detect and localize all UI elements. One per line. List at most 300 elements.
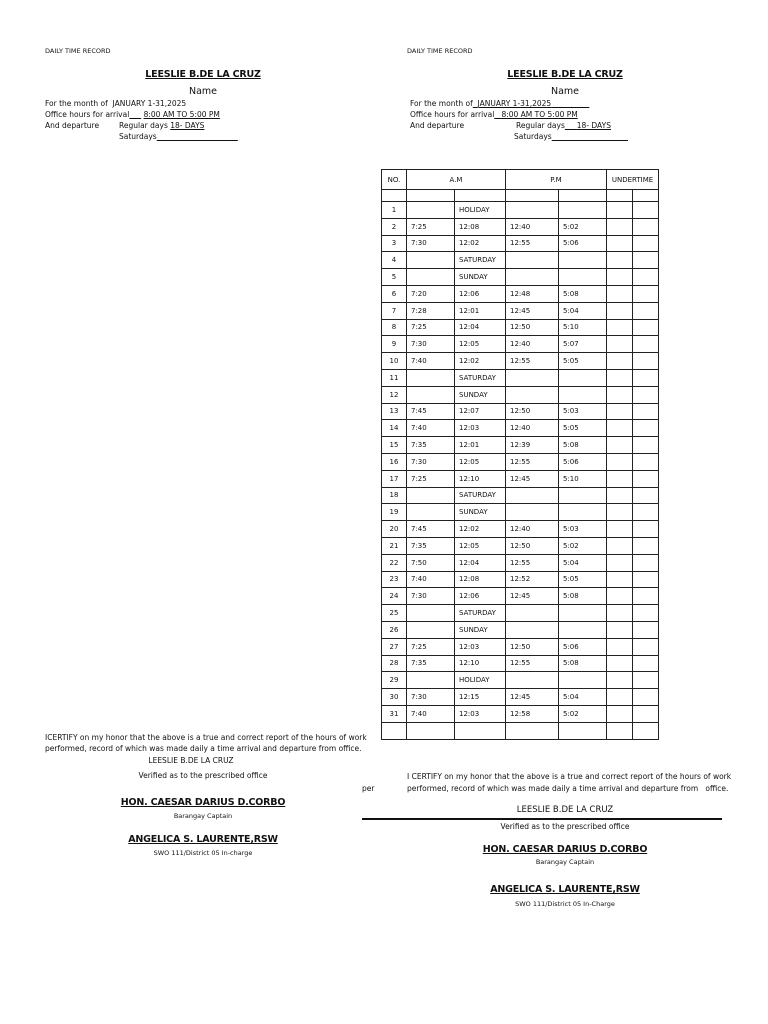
pm-departure-cell: 5:05 xyxy=(559,571,607,588)
right-name-label: Name xyxy=(550,86,580,97)
right-official1-title: Barangay Captain xyxy=(535,858,595,866)
header-am: A.M xyxy=(407,170,506,190)
right-saturdays-label: Saturdays xyxy=(514,132,552,141)
day-number-cell: 5 xyxy=(382,269,407,286)
pm-departure-cell xyxy=(559,386,607,403)
blank-cell xyxy=(559,722,607,739)
table-row xyxy=(382,386,659,403)
am-departure-cell: HOLIDAY xyxy=(455,202,506,219)
pm-arrival-cell xyxy=(506,672,559,689)
am-arrival-cell: 7:25 xyxy=(407,638,455,655)
right-official1-name: HON. CAESAR DARIUS D.CORBO xyxy=(482,844,648,855)
am-arrival-cell: 7:45 xyxy=(407,403,455,420)
left-official1-name: HON. CAESAR DARIUS D.CORBO xyxy=(120,797,286,808)
pm-arrival-cell: 12:40 xyxy=(506,336,559,353)
pm-arrival-cell: 12:40 xyxy=(506,420,559,437)
undertime-hours-cell xyxy=(607,420,633,437)
undertime-minutes-cell xyxy=(633,588,659,605)
undertime-hours-cell xyxy=(607,235,633,252)
left-month-label: For the month of xyxy=(45,99,108,108)
am-departure-cell: SUNDAY xyxy=(455,504,506,521)
undertime-minutes-cell xyxy=(633,386,659,403)
undertime-hours-cell xyxy=(607,537,633,554)
am-arrival-cell xyxy=(407,672,455,689)
day-number-cell: 24 xyxy=(382,588,407,605)
table-row xyxy=(382,537,659,554)
blank-cell xyxy=(455,722,506,739)
am-arrival-cell: 7:30 xyxy=(407,588,455,605)
day-number-cell: 16 xyxy=(382,453,407,470)
left-dtr-header: DAILY TIME RECORD xyxy=(45,47,111,55)
left-regular-days-line xyxy=(119,121,204,130)
table-row xyxy=(382,420,659,437)
pm-departure-cell: 5:08 xyxy=(559,285,607,302)
pm-departure-cell: 5:02 xyxy=(559,218,607,235)
pm-departure-cell: 5:06 xyxy=(559,235,607,252)
left-certify-line-2: performed, record of which was made daily a time arrival and departure from office. xyxy=(45,744,362,753)
am-departure-cell: 12:05 xyxy=(455,537,506,554)
right-certify-name: LEESLIE B.DE LA CRUZ xyxy=(516,805,614,815)
undertime-hours-cell xyxy=(607,487,633,504)
pm-arrival-cell xyxy=(506,202,559,219)
day-number-cell: 10 xyxy=(382,353,407,370)
pm-arrival-cell: 12:55 xyxy=(506,353,559,370)
header-no: NO. xyxy=(382,170,407,190)
pm-departure-cell xyxy=(559,621,607,638)
right-certify-line-2-end: office. xyxy=(705,784,729,793)
blank-cell xyxy=(607,722,633,739)
day-number-cell: 31 xyxy=(382,705,407,722)
right-month-line xyxy=(410,99,589,108)
pm-departure-cell: 5:04 xyxy=(559,302,607,319)
day-number-cell: 20 xyxy=(382,521,407,538)
am-departure-cell: 12:05 xyxy=(455,453,506,470)
table-row xyxy=(382,504,659,521)
am-departure-cell: SUNDAY xyxy=(455,386,506,403)
am-arrival-cell: 7:20 xyxy=(407,285,455,302)
table-blank-row xyxy=(382,722,659,739)
pm-arrival-cell: 12:39 xyxy=(506,437,559,454)
right-month-label: For the month of xyxy=(410,99,473,108)
pm-departure-cell xyxy=(559,369,607,386)
day-number-cell: 9 xyxy=(382,336,407,353)
am-arrival-cell: 7:35 xyxy=(407,437,455,454)
undertime-minutes-cell xyxy=(633,285,659,302)
table-row xyxy=(382,453,659,470)
am-departure-cell: 12:15 xyxy=(455,689,506,706)
right-office-hours-line xyxy=(410,110,578,119)
undertime-minutes-cell xyxy=(633,269,659,286)
undertime-hours-cell xyxy=(607,336,633,353)
right-certify-line-1: I CERTIFY on my honor that the above is a true and correct report of the hours of work xyxy=(407,772,732,781)
day-number-cell: 4 xyxy=(382,252,407,269)
am-departure-cell: SATURDAY xyxy=(455,487,506,504)
pm-departure-cell: 5:03 xyxy=(559,403,607,420)
right-regular-days-label: Regular days xyxy=(516,121,565,130)
am-departure-cell: 12:02 xyxy=(455,235,506,252)
am-departure-cell: SATURDAY xyxy=(455,605,506,622)
pm-arrival-cell: 12:45 xyxy=(506,588,559,605)
left-office-hours-label: Office hours for arrival xyxy=(45,110,130,119)
blank-cell xyxy=(382,722,407,739)
undertime-hours-cell xyxy=(607,403,633,420)
am-departure-cell: 12:03 xyxy=(455,638,506,655)
pm-departure-cell: 5:08 xyxy=(559,655,607,672)
right-regular-days-line xyxy=(516,121,611,130)
am-arrival-cell xyxy=(407,487,455,504)
pm-departure-cell: 5:05 xyxy=(559,420,607,437)
am-arrival-cell: 7:30 xyxy=(407,689,455,706)
right-saturdays-line xyxy=(514,132,628,141)
day-number-cell: 26 xyxy=(382,621,407,638)
right-office-hours-value: 8:00 AM TO 5:00 PM xyxy=(501,110,578,119)
left-official1-title: Barangay Captain xyxy=(173,812,233,820)
table-row xyxy=(382,605,659,622)
undertime-hours-cell xyxy=(607,470,633,487)
am-departure-cell: 12:02 xyxy=(455,353,506,370)
table-row xyxy=(382,269,659,286)
pm-arrival-cell: 12:55 xyxy=(506,655,559,672)
pm-departure-cell xyxy=(559,504,607,521)
am-departure-cell: 12:03 xyxy=(455,705,506,722)
table-row xyxy=(382,638,659,655)
undertime-minutes-cell xyxy=(633,655,659,672)
am-arrival-cell: 7:25 xyxy=(407,319,455,336)
undertime-hours-cell xyxy=(607,285,633,302)
am-arrival-cell: 7:40 xyxy=(407,571,455,588)
pm-arrival-cell xyxy=(506,504,559,521)
undertime-hours-cell xyxy=(607,504,633,521)
header-pm: P.M xyxy=(506,170,607,190)
day-number-cell: 13 xyxy=(382,403,407,420)
day-number-cell: 2 xyxy=(382,218,407,235)
undertime-minutes-cell xyxy=(633,336,659,353)
pm-departure-cell: 5:06 xyxy=(559,638,607,655)
undertime-hours-cell xyxy=(607,369,633,386)
am-arrival-cell: 7:35 xyxy=(407,537,455,554)
time-record-table xyxy=(381,169,659,740)
pm-arrival-cell: 12:52 xyxy=(506,571,559,588)
right-certify-line-2-text: performed, record of which was made daily a time arrival and departure from xyxy=(407,784,699,793)
pm-arrival-cell: 12:45 xyxy=(506,470,559,487)
undertime-hours-cell xyxy=(607,252,633,269)
undertime-hours-cell xyxy=(607,453,633,470)
header-undertime: UNDERTIME xyxy=(607,170,659,190)
table-row xyxy=(382,672,659,689)
pm-arrival-cell: 12:55 xyxy=(506,554,559,571)
left-month-value: JANUARY 1-31,2025 xyxy=(112,99,187,108)
day-number-cell: 22 xyxy=(382,554,407,571)
undertime-minutes-cell xyxy=(633,487,659,504)
table-row xyxy=(382,571,659,588)
table-row xyxy=(382,705,659,722)
undertime-hours-cell xyxy=(607,353,633,370)
day-number-cell: 27 xyxy=(382,638,407,655)
am-departure-cell: 12:10 xyxy=(455,655,506,672)
undertime-hours-cell xyxy=(607,705,633,722)
am-arrival-cell: 7:45 xyxy=(407,521,455,538)
pm-arrival-cell: 12:55 xyxy=(506,235,559,252)
right-official2-name: ANGELICA S. LAURENTE,RSW xyxy=(490,884,640,895)
pm-departure-cell: 5:02 xyxy=(559,537,607,554)
am-departure-cell: SUNDAY xyxy=(455,621,506,638)
day-number-cell: 18 xyxy=(382,487,407,504)
undertime-hours-cell xyxy=(607,554,633,571)
pm-arrival-cell: 12:50 xyxy=(506,638,559,655)
pm-departure-cell xyxy=(559,487,607,504)
right-regular-days-value: 18- DAYS xyxy=(576,121,611,130)
am-departure-cell: 12:03 xyxy=(455,420,506,437)
left-certify-name: LEESLIE B.DE LA CRUZ xyxy=(148,756,234,765)
right-month-value: JANUARY 1-31,2025 xyxy=(477,99,552,108)
pm-arrival-cell xyxy=(506,369,559,386)
table-row xyxy=(382,470,659,487)
pm-departure-cell: 5:10 xyxy=(559,319,607,336)
undertime-minutes-cell xyxy=(633,705,659,722)
table-row xyxy=(382,252,659,269)
undertime-hours-cell xyxy=(607,521,633,538)
undertime-hours-cell xyxy=(607,588,633,605)
am-arrival-cell: 7:35 xyxy=(407,655,455,672)
undertime-minutes-cell xyxy=(633,437,659,454)
am-arrival-cell xyxy=(407,202,455,219)
pm-arrival-cell: 12:40 xyxy=(506,218,559,235)
day-number-cell: 23 xyxy=(382,571,407,588)
am-arrival-cell: 7:30 xyxy=(407,336,455,353)
table-row xyxy=(382,689,659,706)
undertime-minutes-cell xyxy=(633,319,659,336)
undertime-minutes-cell xyxy=(633,420,659,437)
am-arrival-cell xyxy=(407,386,455,403)
table-row xyxy=(382,353,659,370)
right-verified-text: Verified as to the prescribed office xyxy=(500,822,630,831)
am-departure-cell: 12:04 xyxy=(455,554,506,571)
am-departure-cell: 12:06 xyxy=(455,588,506,605)
undertime-hours-cell xyxy=(607,202,633,219)
day-number-cell: 19 xyxy=(382,504,407,521)
table-row xyxy=(382,319,659,336)
left-office-hours-line xyxy=(45,110,220,119)
table-row xyxy=(382,655,659,672)
table-row xyxy=(382,437,659,454)
pm-arrival-cell: 12:50 xyxy=(506,319,559,336)
am-departure-cell: 12:06 xyxy=(455,285,506,302)
left-official2-name: ANGELICA S. LAURENTE,RSW xyxy=(128,834,278,845)
undertime-hours-cell xyxy=(607,302,633,319)
undertime-hours-cell xyxy=(607,605,633,622)
table-row xyxy=(382,202,659,219)
pm-departure-cell xyxy=(559,269,607,286)
pm-arrival-cell: 12:50 xyxy=(506,537,559,554)
left-regular-days-label: Regular days xyxy=(119,121,168,130)
undertime-minutes-cell xyxy=(633,302,659,319)
am-arrival-cell: 7:40 xyxy=(407,353,455,370)
table-row xyxy=(382,554,659,571)
undertime-minutes-cell xyxy=(633,470,659,487)
right-per-label: per xyxy=(362,784,375,793)
right-office-hours-label: Office hours for arrival xyxy=(410,110,495,119)
pm-departure-cell: 5:10 xyxy=(559,470,607,487)
left-departure-label: And departure xyxy=(45,121,100,130)
am-departure-cell: HOLIDAY xyxy=(455,672,506,689)
day-number-cell: 30 xyxy=(382,689,407,706)
left-saturdays-label: Saturdays xyxy=(119,132,157,141)
pm-departure-cell: 5:07 xyxy=(559,336,607,353)
undertime-hours-cell xyxy=(607,655,633,672)
left-month-line xyxy=(45,99,186,108)
am-departure-cell: 12:10 xyxy=(455,470,506,487)
am-arrival-cell: 7:28 xyxy=(407,302,455,319)
pm-departure-cell xyxy=(559,252,607,269)
am-departure-cell: 12:07 xyxy=(455,403,506,420)
left-verified-text: Verified as to the prescribed office xyxy=(138,771,268,780)
undertime-minutes-cell xyxy=(633,353,659,370)
undertime-minutes-cell xyxy=(633,202,659,219)
am-departure-cell: 12:01 xyxy=(455,302,506,319)
table-row xyxy=(382,235,659,252)
pm-departure-cell xyxy=(559,672,607,689)
am-departure-cell: 12:08 xyxy=(455,218,506,235)
day-number-cell: 3 xyxy=(382,235,407,252)
undertime-hours-cell xyxy=(607,621,633,638)
pm-arrival-cell: 12:58 xyxy=(506,705,559,722)
undertime-minutes-cell xyxy=(633,537,659,554)
undertime-minutes-cell xyxy=(633,605,659,622)
right-departure-label: And departure xyxy=(410,121,465,130)
table-row xyxy=(382,521,659,538)
undertime-hours-cell xyxy=(607,386,633,403)
am-arrival-cell: 7:30 xyxy=(407,235,455,252)
table-header-row xyxy=(382,170,659,190)
day-number-cell: 15 xyxy=(382,437,407,454)
pm-arrival-cell xyxy=(506,605,559,622)
am-arrival-cell: 7:25 xyxy=(407,470,455,487)
day-number-cell: 8 xyxy=(382,319,407,336)
day-number-cell: 21 xyxy=(382,537,407,554)
pm-arrival-cell: 12:45 xyxy=(506,302,559,319)
am-arrival-cell xyxy=(407,252,455,269)
am-arrival-cell xyxy=(407,605,455,622)
undertime-minutes-cell xyxy=(633,369,659,386)
right-official2-title: SWO 111/District 05 In-Charge xyxy=(515,900,615,908)
pm-arrival-cell xyxy=(506,269,559,286)
signature-line xyxy=(362,818,722,820)
undertime-minutes-cell xyxy=(633,571,659,588)
right-certify-line-2 xyxy=(407,784,728,793)
undertime-minutes-cell xyxy=(633,672,659,689)
am-arrival-cell: 7:50 xyxy=(407,554,455,571)
day-number-cell: 7 xyxy=(382,302,407,319)
am-arrival-cell: 7:30 xyxy=(407,453,455,470)
am-arrival-cell xyxy=(407,369,455,386)
pm-arrival-cell xyxy=(506,252,559,269)
undertime-minutes-cell xyxy=(633,504,659,521)
pm-arrival-cell xyxy=(506,621,559,638)
undertime-hours-cell xyxy=(607,269,633,286)
table-row xyxy=(382,487,659,504)
left-name-label: Name xyxy=(188,86,218,97)
undertime-minutes-cell xyxy=(633,638,659,655)
left-employee-name: LEESLIE B.DE LA CRUZ xyxy=(145,69,261,80)
pm-arrival-cell: 12:50 xyxy=(506,403,559,420)
pm-arrival-cell xyxy=(506,487,559,504)
pm-departure-cell: 5:04 xyxy=(559,554,607,571)
pm-departure-cell: 5:03 xyxy=(559,521,607,538)
undertime-minutes-cell xyxy=(633,689,659,706)
blank-cell xyxy=(633,722,659,739)
am-departure-cell: SATURDAY xyxy=(455,252,506,269)
left-saturdays-line xyxy=(119,132,238,141)
day-number-cell: 12 xyxy=(382,386,407,403)
day-number-cell: 6 xyxy=(382,285,407,302)
day-number-cell: 1 xyxy=(382,202,407,219)
pm-departure-cell: 5:06 xyxy=(559,453,607,470)
day-number-cell: 11 xyxy=(382,369,407,386)
day-number-cell: 28 xyxy=(382,655,407,672)
table-row xyxy=(382,403,659,420)
am-departure-cell: 12:04 xyxy=(455,319,506,336)
undertime-minutes-cell xyxy=(633,235,659,252)
right-employee-name: LEESLIE B.DE LA CRUZ xyxy=(507,69,623,80)
blank-cell xyxy=(407,722,455,739)
table-row xyxy=(382,302,659,319)
table-spacer-row xyxy=(382,190,659,202)
undertime-hours-cell xyxy=(607,437,633,454)
table-row xyxy=(382,621,659,638)
am-arrival-cell: 7:40 xyxy=(407,420,455,437)
pm-departure-cell: 5:05 xyxy=(559,353,607,370)
am-arrival-cell xyxy=(407,269,455,286)
undertime-hours-cell xyxy=(607,638,633,655)
pm-departure-cell: 5:08 xyxy=(559,588,607,605)
left-office-hours-value: 8:00 AM TO 5:00 PM xyxy=(143,110,220,119)
pm-arrival-cell: 12:45 xyxy=(506,689,559,706)
pm-arrival-cell: 12:40 xyxy=(506,521,559,538)
left-regular-days-value: 18- DAYS xyxy=(170,121,205,130)
undertime-minutes-cell xyxy=(633,403,659,420)
table-row xyxy=(382,369,659,386)
am-departure-cell: 12:08 xyxy=(455,571,506,588)
table-row xyxy=(382,218,659,235)
pm-departure-cell: 5:08 xyxy=(559,437,607,454)
pm-arrival-cell xyxy=(506,386,559,403)
am-departure-cell: SATURDAY xyxy=(455,369,506,386)
am-departure-cell: 12:01 xyxy=(455,437,506,454)
undertime-hours-cell xyxy=(607,571,633,588)
undertime-minutes-cell xyxy=(633,252,659,269)
table-row xyxy=(382,285,659,302)
pm-departure-cell xyxy=(559,202,607,219)
pm-departure-cell xyxy=(559,605,607,622)
table-row xyxy=(382,336,659,353)
pm-departure-cell: 5:02 xyxy=(559,705,607,722)
left-certify-line-1: ICERTIFY on my honor that the above is a true and correct report of the hours of work xyxy=(45,733,367,742)
undertime-hours-cell xyxy=(607,689,633,706)
pm-arrival-cell: 12:48 xyxy=(506,285,559,302)
day-number-cell: 29 xyxy=(382,672,407,689)
day-number-cell: 14 xyxy=(382,420,407,437)
am-departure-cell: 12:02 xyxy=(455,521,506,538)
blank-cell xyxy=(506,722,559,739)
undertime-hours-cell xyxy=(607,319,633,336)
am-arrival-cell xyxy=(407,504,455,521)
undertime-minutes-cell xyxy=(633,621,659,638)
pm-arrival-cell: 12:55 xyxy=(506,453,559,470)
am-arrival-cell xyxy=(407,621,455,638)
am-departure-cell: SUNDAY xyxy=(455,269,506,286)
undertime-minutes-cell xyxy=(633,554,659,571)
undertime-hours-cell xyxy=(607,218,633,235)
